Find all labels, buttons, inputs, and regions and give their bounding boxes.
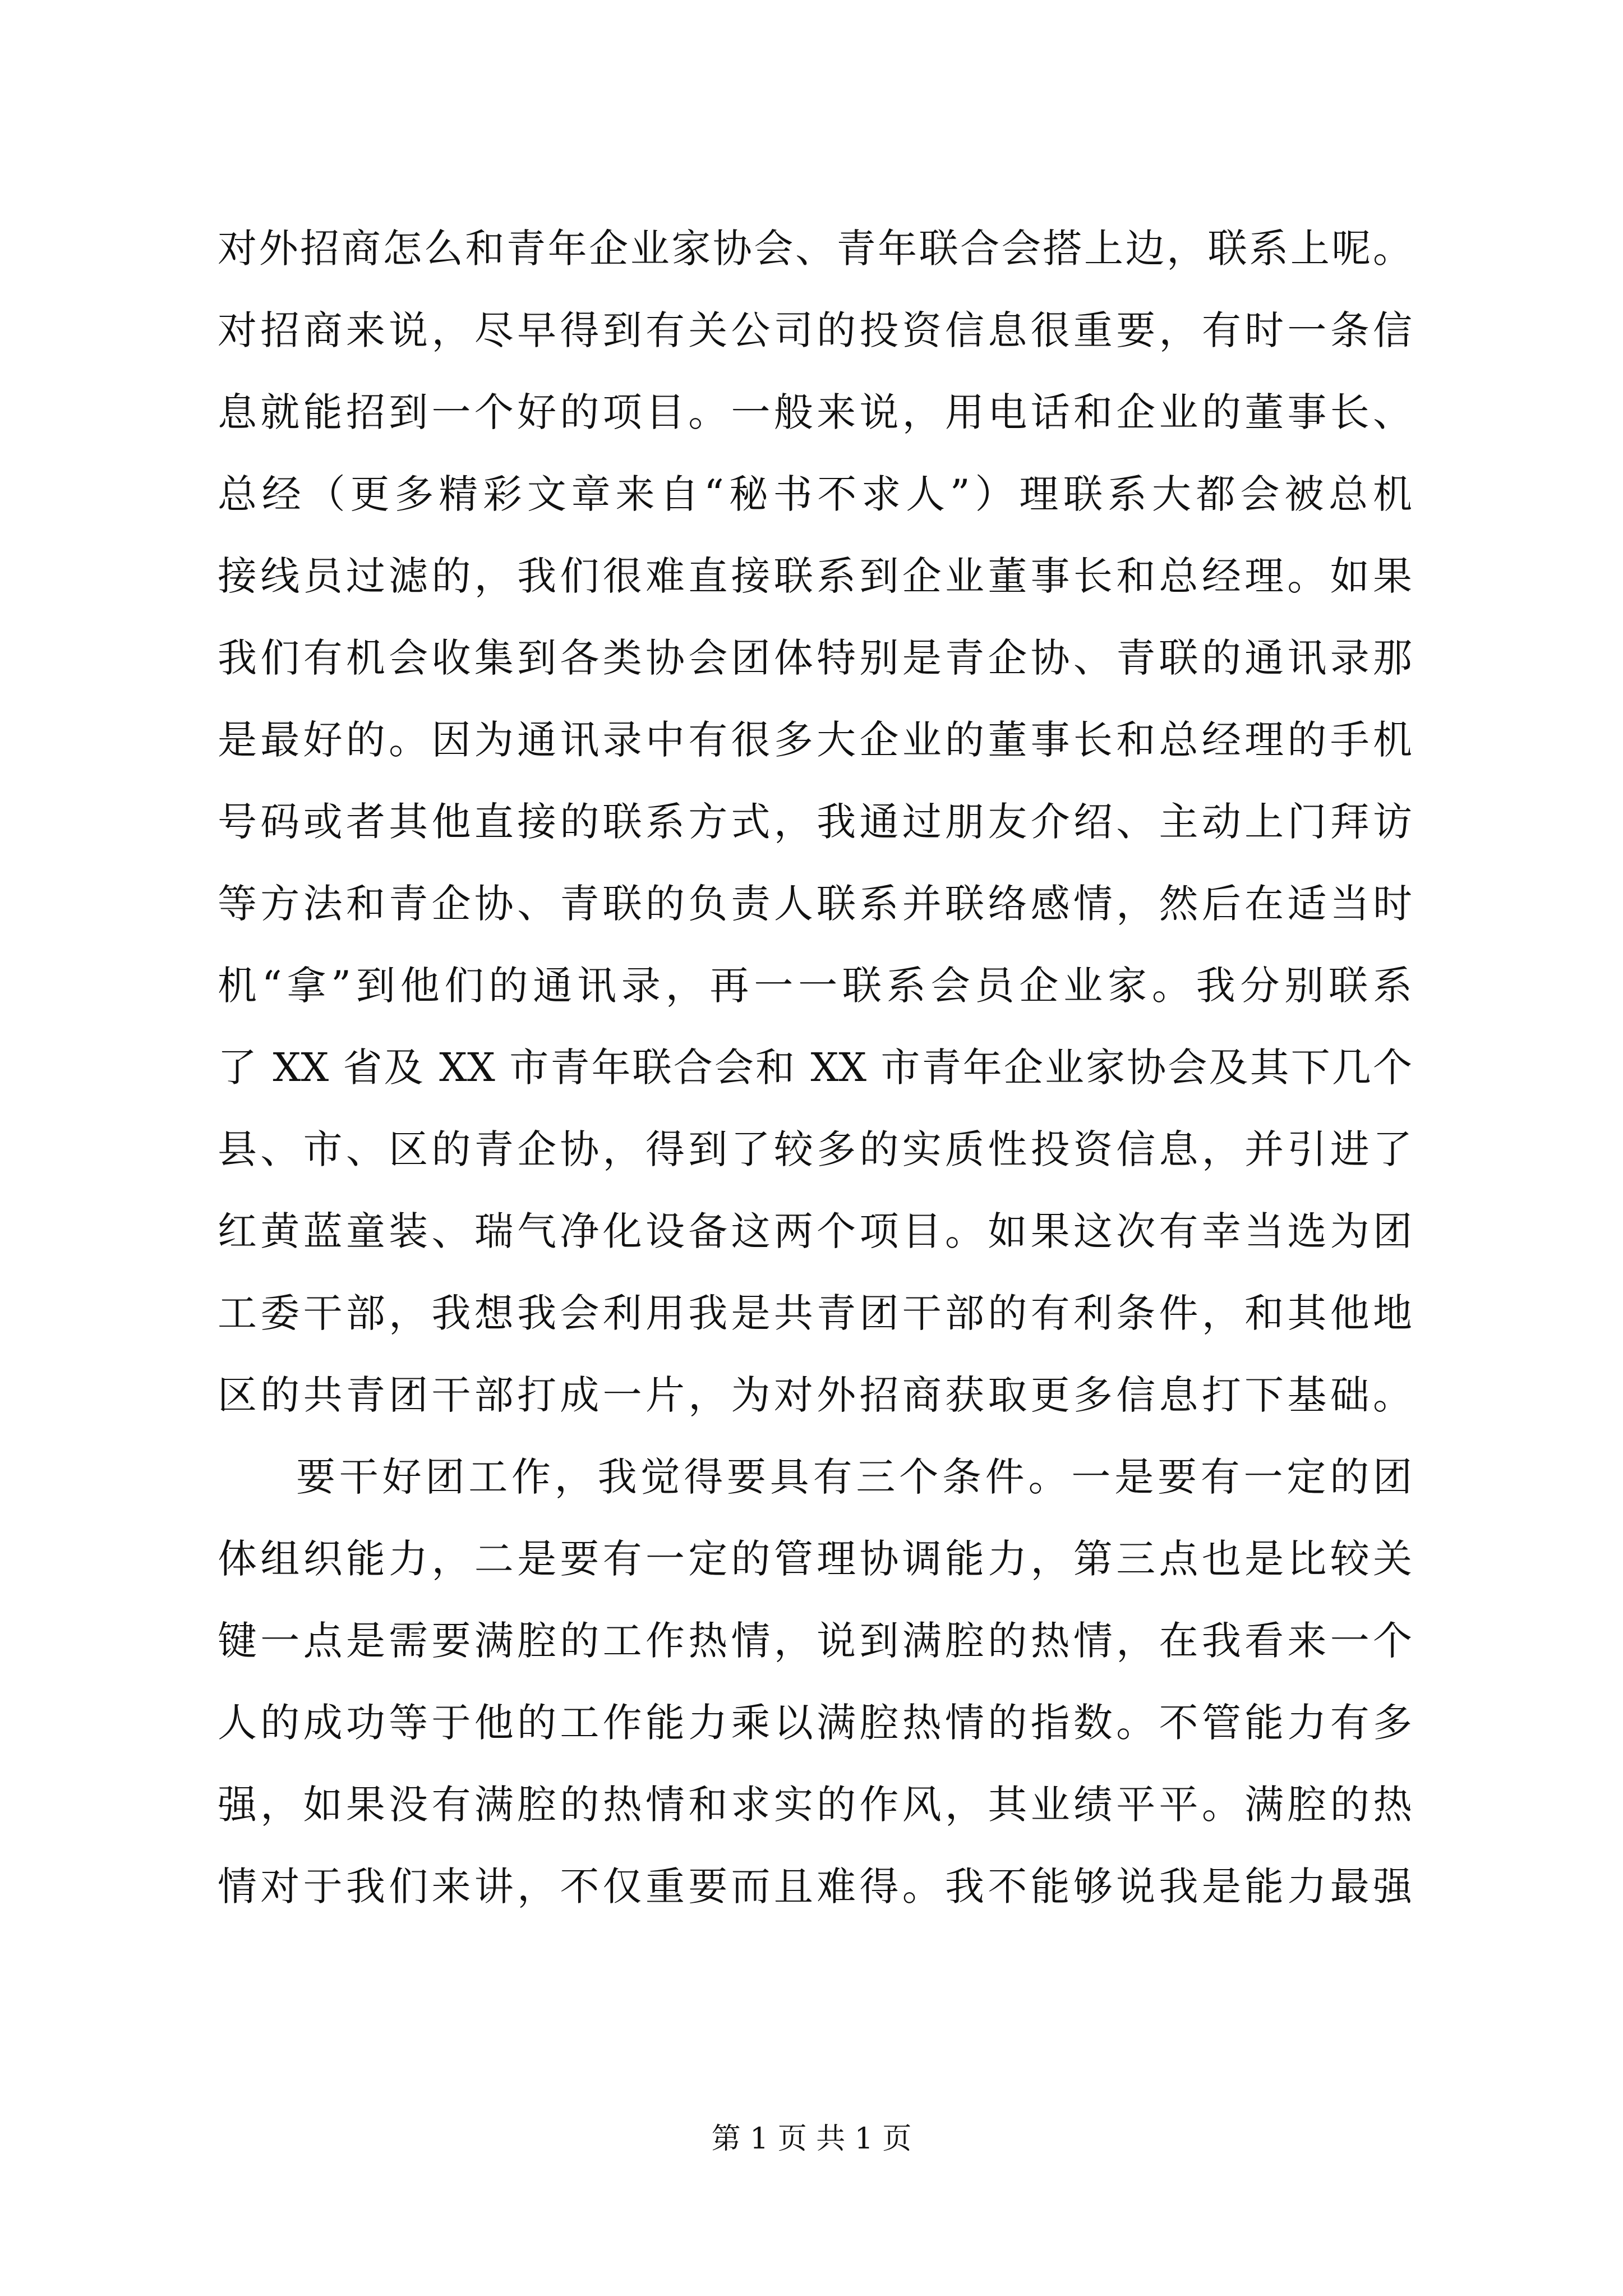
text-line: 键一点是需要满腔的工作热情，说到满腔的热情，在我看来一个 [218, 1618, 1412, 1664]
text-line: 总经（更多精彩文章来自“秘书不求人”）理联系大都会被总机 [218, 471, 1412, 517]
text-line: 红黄蓝童装、瑞气净化设备这两个项目。如果这次有幸当选为团 [218, 1208, 1412, 1254]
text-line: 号码或者其他直接的联系方式，我通过朋友介绍、主动上门拜访 [218, 799, 1412, 845]
text-line: 工委干部，我想我会利用我是共青团干部的有利条件，和其他地 [218, 1290, 1412, 1336]
body-text [218, 208, 1412, 1927]
text-line: 我们有机会收集到各类协会团体特别是青企协、青联的通讯录那 [218, 635, 1412, 681]
text-line: 情对于我们来讲，不仅重要而且难得。我不能够说我是能力最强 [218, 1864, 1412, 1910]
text-line: 县、市、区的青企协，得到了较多的实质性投资信息，并引进了 [218, 1126, 1412, 1172]
text-line: 体组织能力，二是要有一定的管理协调能力，第三点也是比较关 [218, 1536, 1412, 1582]
text-line: 对招商来说，尽早得到有关公司的投资信息很重要，有时一条信 [218, 307, 1412, 353]
text-line: 对外招商怎么和青年企业家协会、青年联合会搭上边，联系上呢。 [218, 226, 1412, 272]
text-line: 了 XX 省及 XX 市青年联合会和 XX 市青年企业家协会及其下几个 [218, 1045, 1412, 1091]
text-line: 息就能招到一个好的项目。一般来说，用电话和企业的董事长、 [218, 389, 1412, 435]
text-line: 强，如果没有满腔的热情和求实的作风，其业绩平平。满腔的热 [218, 1782, 1412, 1828]
text-line: 是最好的。因为通讯录中有很多大企业的董事长和总经理的手机 [218, 717, 1412, 763]
text-line: 等方法和青企协、青联的负责人联系并联络感情，然后在适当时 [218, 881, 1412, 927]
text-line: 区的共青团干部打成一片，为对外招商获取更多信息打下基础。 [218, 1372, 1412, 1418]
text-line: 机“拿”到他们的通讯录，再一一联系会员企业家。我分别联系 [218, 963, 1412, 1009]
paragraph-first-line: 要干好团工作，我觉得要具有三个条件。一是要有一定的团 [296, 1454, 1412, 1500]
page-footer: 第 1 页 共 1 页 [711, 2122, 912, 2156]
text-line: 人的成功等于他的工作能力乘以满腔热情的指数。不管能力有多 [218, 1700, 1412, 1746]
text-line: 接线员过滤的，我们很难直接联系到企业董事长和总经理。如果 [218, 553, 1412, 599]
